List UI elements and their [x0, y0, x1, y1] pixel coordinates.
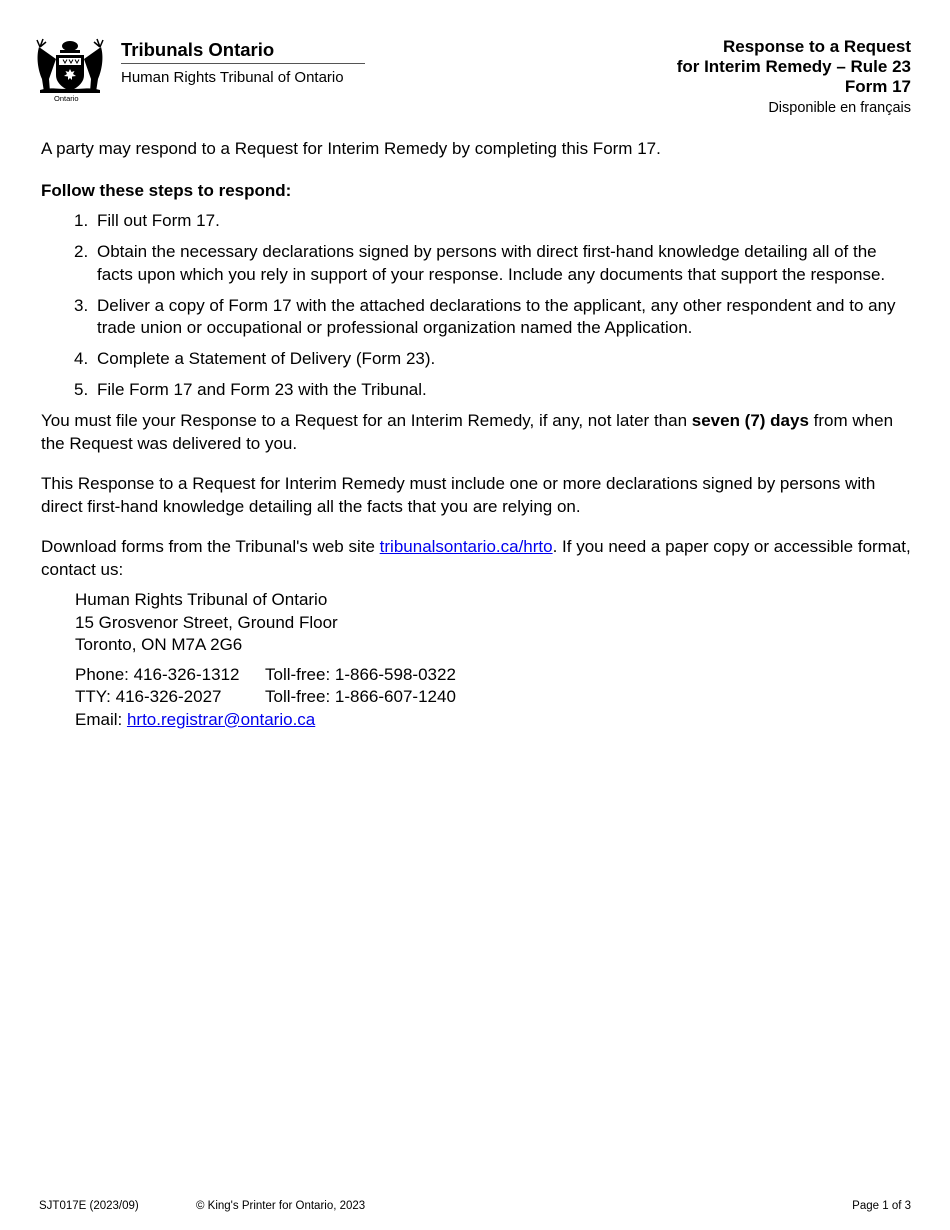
- list-item: [41, 295, 913, 340]
- form-title-block: [677, 37, 911, 118]
- list-item: [41, 210, 913, 233]
- declarations-paragraph: This Response to a Request for Interim Remedy must include one or more declarations signed by persons with direct first-hand knowledge detailing all the facts that you are relying on.: [41, 474, 876, 516]
- website-link[interactable]: tribunalsontario.ca/hrto: [379, 537, 553, 556]
- step-number: 5.: [74, 380, 89, 399]
- instructions-body: [41, 138, 913, 731]
- step-number: 4.: [74, 349, 89, 368]
- step-text: Obtain the necessary declarations signed by persons with direct first-hand knowledge detailing all of the facts upon which you rely in support of your response. Include any documents that support the response.: [97, 242, 886, 284]
- ontario-crest-icon: [36, 37, 104, 102]
- copyright: © King's Printer for Ontario, 2023: [196, 1200, 366, 1212]
- step-number: 2.: [74, 242, 89, 261]
- intro-paragraph: A party may respond to a Request for Interim Remedy by completing this Form 17.: [41, 139, 661, 158]
- email-label: Email:: [75, 709, 127, 729]
- download-paragraph: [41, 536, 913, 581]
- form-code: SJT017E (2023/09): [39, 1200, 139, 1212]
- french-availability: Disponible en français: [768, 100, 911, 116]
- phone-row: [75, 664, 913, 687]
- contact-city: Toronto, ON M7A 2G6: [75, 635, 243, 654]
- tty-row: [75, 686, 913, 709]
- step-number: 3.: [74, 295, 89, 315]
- contact-spacer: [75, 657, 913, 664]
- contact-name: Human Rights Tribunal of Ontario: [75, 590, 328, 609]
- deadline-paragraph: [41, 410, 913, 455]
- deadline-text-end: from when the Request was delivered to you.: [41, 411, 894, 453]
- contact-street: 15 Grosvenor Street, Ground Floor: [75, 612, 338, 632]
- step-text: Fill out Form 17.: [97, 211, 220, 230]
- page-indicator: Page 1 of 3: [852, 1200, 911, 1212]
- deadline-emphasis: seven (7) days: [691, 411, 809, 430]
- form-title-line-2: for Interim Remedy – Rule 23: [676, 57, 911, 76]
- logo-divider: [121, 63, 365, 64]
- step-text: Complete a Statement of Delivery (Form 23).: [97, 349, 436, 368]
- steps-heading: Follow these steps to respond:: [41, 180, 292, 200]
- email-row: [75, 709, 913, 732]
- steps-list: [41, 210, 913, 402]
- list-item: [41, 241, 913, 286]
- step-text: File Form 17 and Form 23 with the Tribunal.: [97, 380, 427, 399]
- list-item: [41, 379, 913, 402]
- form-number: Form 17: [844, 77, 911, 96]
- email-link[interactable]: hrto.registrar@ontario.ca: [126, 709, 316, 729]
- phone-tollfree: Toll-free: 1-866-598-0322: [265, 664, 456, 684]
- tty-tollfree: Toll-free: 1-866-607-1240: [265, 687, 456, 706]
- tribunals-ontario-logo: [36, 37, 364, 102]
- tty-number: TTY: 416-326-2027: [75, 687, 222, 706]
- step-number: 1.: [74, 211, 89, 230]
- org-subtitle: Human Rights Tribunal of Ontario: [121, 69, 344, 86]
- crest-label: Ontario: [54, 94, 79, 103]
- phone-number: Phone: 416-326-1312: [75, 664, 240, 684]
- form-title-line-1: Response to a Request: [723, 37, 911, 56]
- org-name: Tribunals Ontario: [121, 39, 275, 60]
- deadline-text: You must file your Response to a Request for an Interim Remedy, if any, not later than: [41, 411, 692, 430]
- download-text-end: . If you need a paper copy or accessible format, contact us:: [41, 537, 911, 579]
- download-text: Download forms from the Tribunal's web site: [41, 537, 380, 556]
- step-text: Deliver a copy of Form 17 with the attached declarations to the applicant, any other respondent and to any trade union or occupational or professional organization named the Application.: [97, 295, 896, 337]
- list-item: [41, 348, 913, 371]
- contact-block: [75, 589, 913, 731]
